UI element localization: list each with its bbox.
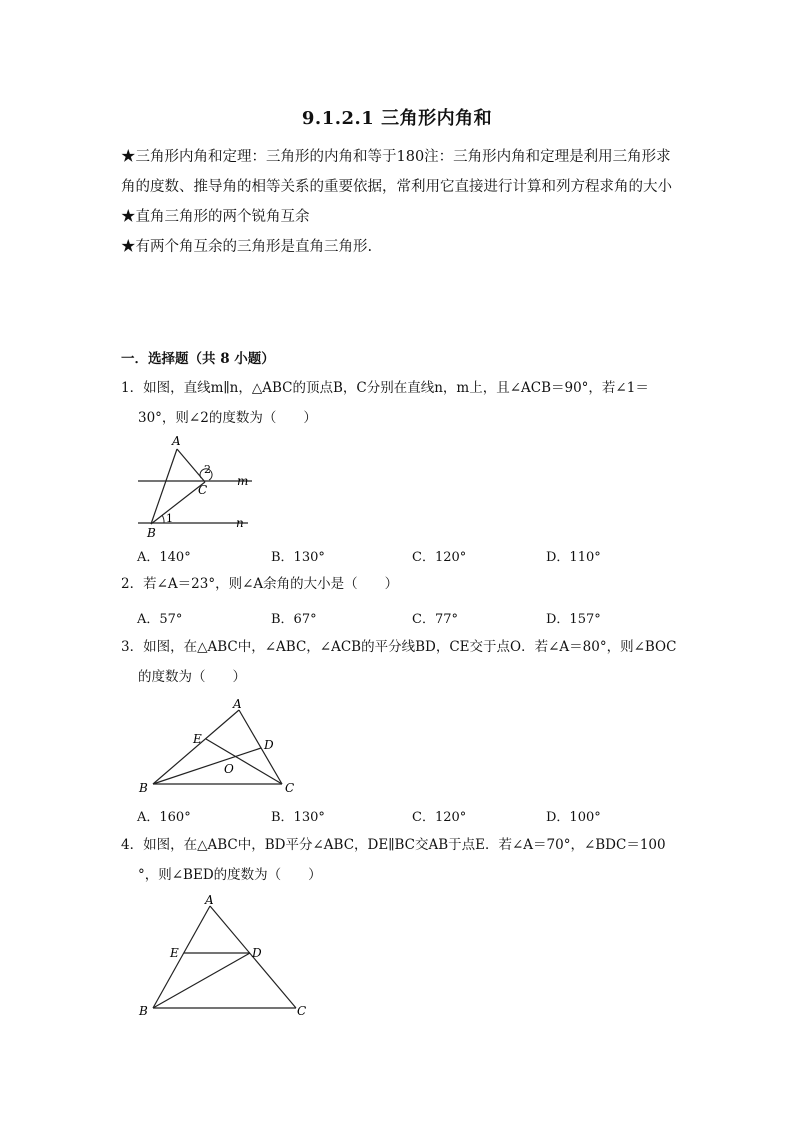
question-1-line1: 1．如图，直线m∥n，△ABC的顶点B，C分别在直线n，m上，且∠ACB＝90°，若∠1＝ [121, 380, 649, 396]
option-b[interactable]: B．130° [271, 810, 325, 825]
label-b: B [147, 526, 156, 540]
option-d[interactable]: D．157° [546, 612, 601, 627]
side-ab [151, 449, 177, 524]
question-3-line2: 的度数为（ ） [138, 669, 246, 685]
side-ac [239, 710, 282, 784]
label-m: m [237, 474, 249, 488]
question-4-line1: 4．如图，在△ABC中，BD平分∠ABC，DE∥BC交AB于点E．若∠A＝70°，∠BDC＝100 [121, 837, 666, 853]
option-c[interactable]: C．77° [412, 612, 458, 627]
section-title: 一．选择题（共 8 小题） [121, 351, 275, 367]
angle-1-arc [162, 515, 164, 523]
label-b: B [139, 1004, 148, 1018]
question-4 [121, 830, 681, 890]
question-2-line1: 2．若∠A＝23°，则∠A余角的大小是（ ） [121, 576, 399, 592]
bisector-bd [153, 953, 250, 1008]
label-angle-2: 2 [204, 463, 211, 476]
label-c: C [297, 1004, 307, 1018]
label-b: B [139, 781, 148, 795]
label-d: D [252, 946, 262, 960]
question-2 [121, 569, 681, 599]
question-4-line2: °，则∠BED的度数为（ ） [138, 867, 322, 883]
option-d[interactable]: D．100° [546, 810, 601, 825]
page-title: 9.1.2.1 三角形内角和 [301, 108, 493, 129]
question-3-line1: 3．如图，在△ABC中，∠ABC，∠ACB的平分线BD，CE交于点O．若∠A＝80°，则∠BOC [121, 639, 677, 655]
option-a[interactable]: A．160° [137, 810, 191, 825]
label-c: C [198, 483, 208, 497]
option-c[interactable]: C．120° [412, 810, 467, 825]
option-d[interactable]: D．110° [546, 550, 601, 565]
intro-complementary: ★有两个角互余的三角形是直角三角形. [121, 239, 373, 255]
question-1-line2: 30°，则∠2的度数为（ ） [138, 410, 317, 426]
label-n: n [236, 516, 244, 530]
label-a: A [205, 893, 214, 907]
side-ab [153, 906, 210, 1008]
side-bc [151, 482, 208, 524]
option-b[interactable]: B．130° [271, 550, 325, 565]
figure-1 [130, 430, 260, 542]
label-angle-1: 1 [166, 512, 173, 525]
label-c: C [285, 781, 295, 795]
question-1 [121, 373, 681, 433]
option-a[interactable]: A．57° [137, 612, 183, 627]
option-c[interactable]: C．120° [412, 550, 467, 565]
intro-theorem: ★三角形内角和定理：三角形的内角和等于180注：三角形内角和定理是利用三角形求角的度数、推导角的相等关系的重要依据，常利用它直接进行计算和列方程求角的大小 [121, 149, 672, 195]
option-b[interactable]: B．67° [271, 612, 317, 627]
label-a: A [172, 434, 181, 448]
label-d: D [264, 738, 274, 752]
figure-3 [133, 694, 305, 798]
label-e: E [193, 732, 202, 746]
label-a: A [233, 697, 242, 711]
bisector-bd [153, 748, 261, 784]
label-e: E [170, 946, 179, 960]
intro-right-triangle: ★直角三角形的两个锐角互余 [121, 209, 310, 225]
label-o: O [224, 762, 234, 776]
option-a[interactable]: A．140° [137, 550, 191, 565]
figure-4 [134, 890, 316, 1022]
question-3 [121, 632, 681, 692]
intro-block [121, 142, 681, 262]
